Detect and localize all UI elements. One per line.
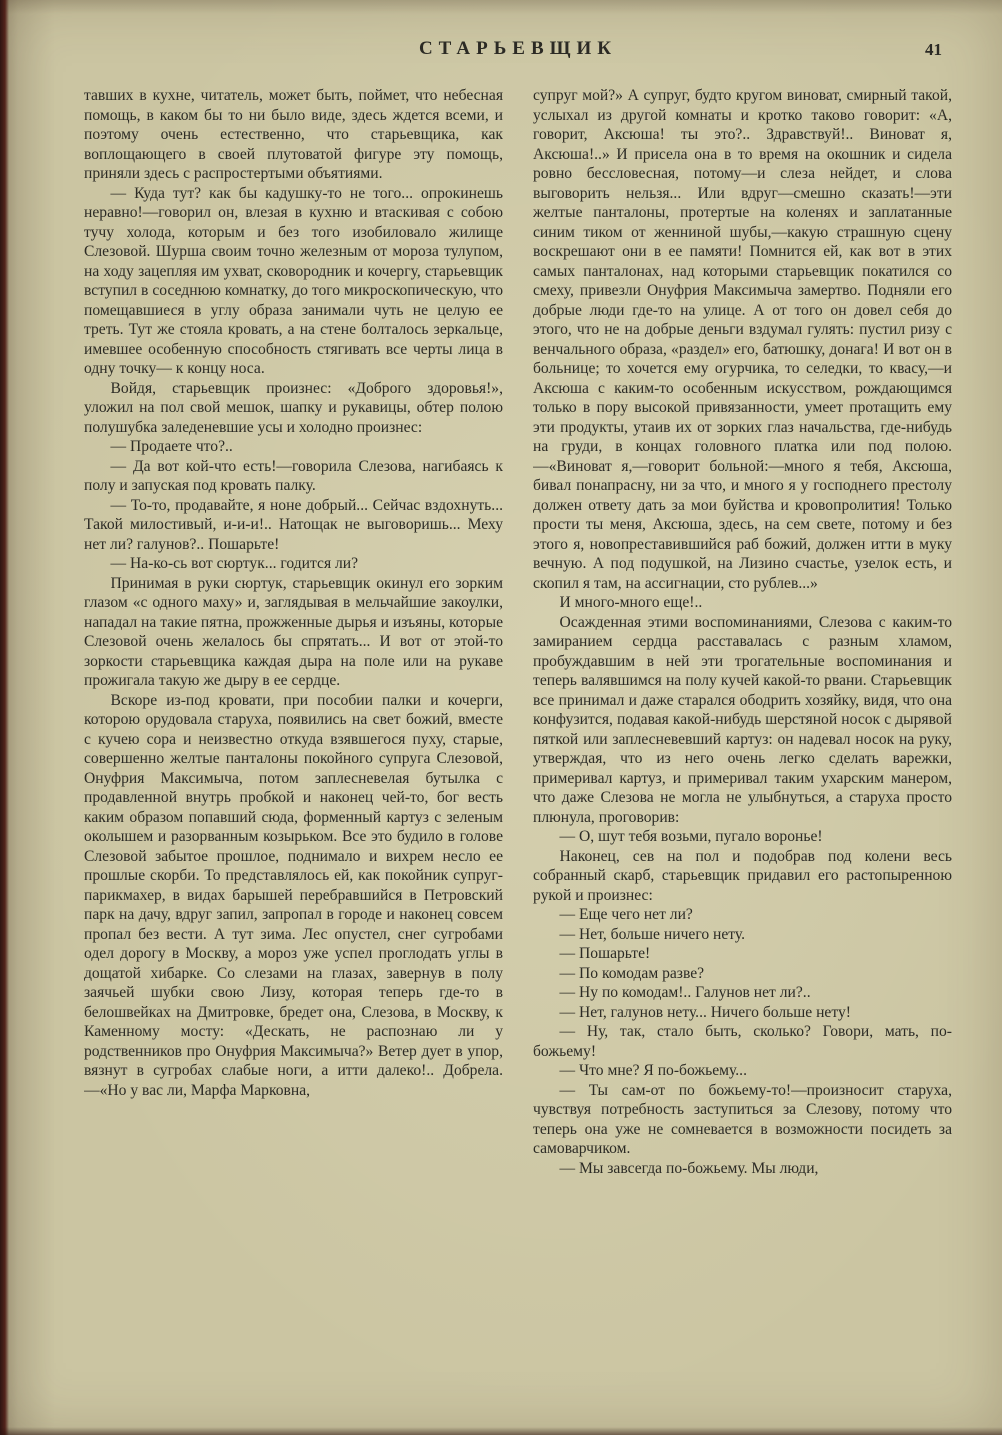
- paragraph: — О, шут тебя возьми, пугало воронье!: [559, 828, 823, 845]
- paragraph: — Ну, так, стало быть, сколько? Говори, мать, по-божьему!: [533, 1023, 952, 1060]
- text-column-left: [84, 86, 503, 1385]
- paragraph: — Да вот кой-что есть!—говорила Слезова, нагибаясь к полу и запуская под кровать палку.: [84, 457, 503, 494]
- paragraph: Наконец, сев на пол и подобрав под колени весь собранный скарб, старьевщик придавил его растопыренною рукой и произнес:: [533, 847, 952, 904]
- paragraph: — Ну по комодам!.. Галунов нет ли?..: [559, 984, 811, 1001]
- paragraph: тавших в кухне, читатель, может быть, поймет, что небесная помощь, в каком бы то ни было виде, здесь ждется всеми, и поэтому очень естественно, что старьевщика, как воплощающего в своей плутоватой фигуре эту помощь, приняли здесь с распростертыми объятиями.: [84, 87, 503, 182]
- paragraph: Вскоре из-под кровати, при пособии палки и кочерги, которою орудовала старуха, появились на свет божий, вместе с кучею сора и неизвестно откуда взявшегося пуху, старые, совершенно желтые панталоны покойного супруга Слезовой, Онуфрия Максимыча, потом заплесневелая бутылка с продавленной внутрь пробкой и наконец чей-то, бог весть каким образом попавший сюда, форменный картуз с зеленым околышем и разорванным козырьком. Все это будило в голове Слезовой забытое прошлое, поднимало и вихрем несло ее прошлые скорби. То представлялось ей, как покойник супруг-парикмахер, в видах барышей перебравшийся в Петровский парк на дачу, вдруг запил, запропал в городе и наконец совсем пропал без вести. А тут зима. Лес опустел, снег сугробами одел дорогу в Москву, а мороз уже успел проглодать углы в дощатой хибарке. Со слезами на глазах, завернув в полу заячьей шубки свою Лизу, которая теперь где-то в белошвейках на Дмитровке, бредет она, Слезова, в Москву, к Каменному мосту: «Дескать, не распознаю ли у родственников про Онуфрия Максимыча?» Ветер дует в упор, вязнут в сугробах слабые ноги, а итти далеко!.. Добрела.—«Но у вас ли, Марфа Марковна,: [84, 691, 503, 1099]
- paragraph: — По комодам разве?: [559, 964, 705, 982]
- paragraph: — На-ко-сь вот сюртук... годится ли?: [110, 555, 359, 572]
- paragraph: — То-то, продавайте, я ноне добрый... Сейчас вздохнуть... Такой милостивый, и-и-и!.. Натощак не выговоришь... Меху нет ли? галунов?.. Пошарьте!: [84, 496, 503, 553]
- paragraph: Войдя, старьевщик произнес: «Доброго здоровья!», уложил на пол свой мешок, шапку и рукавицы, обтер полою полушубка заледеневшие усы и холодно произнес:: [84, 379, 503, 436]
- paragraph: — Пошарьте!: [559, 945, 651, 962]
- paragraph: — Куда тут? как бы кадушку-то не того... опрокинешь неравно!—говорил он, влезая в кухню и втаскивая с собою тучу холода, которым и без того изобиловало жилище Слезовой. Шурша своим точно железным от мороза тулупом, на ходу зацепляя им ухват, сковородник и кочергу, старьевщик вступил в соседнюю комнатку, до того микроскопическую, что помещавшиеся в углу образа занимали чуть не целую ее треть. Тут же стояла кровать, а на стене болталось зеркальце, имевшее особенную способность стягивать все черты лица в одну точку— к концу носа.: [84, 184, 503, 377]
- paragraph: — Что мне? Я по-божьему...: [559, 1062, 747, 1079]
- paragraph: — Мы завсегда по-божьему. Мы люди,: [559, 1159, 819, 1177]
- paragraph: — Продаете что?..: [110, 438, 233, 455]
- paragraph: супруг мой?» А супруг, будто кругом виноват, смирный такой, услыхал из другой комнаты и кротко таково говорит: «А, говорит, Аксюша! ты это?.. Здравствуй!.. Виноват я, Аксюша!..» И присела она в то время на окошник и сидела ровно бессловесная, потому—и слеза нейдет, и слова выговорить нельзя... Или вдруг—смешно сказать!—эти желтые панталоны, протертые на коленях и заплатанные синим тиком от женниной шубы,—какую страшную сцену воскрешают они в ее памяти! Помнится ей, как вот в этих самых панталонах, над которыми старьевщик покатился со смеху, привезли Онуфрия Максимыча замертво. Подняли его добрые люди где-то на улице. А от того он довел себя до этого, что не на добрые деньги вздумал гулять: пустил ризу с венчального образа, «раздел» его, батюшку, донага! И вот он в больнице; то хочется ему огурчика, то селедки, то квасу,—и Аксюша с каким-то особенным искусством, рождающимся только в пору высокой привязанности, умеет протащить ему эти продукты, утаив их от зорких глаз начальства, где-нибудь на груди, в концах головного платка или под полою.—«Виноват я,—говорит больной:—много я тебя, Аксюша, бивал понапрасну, ни за что, и много я у господнего престолу должен ответу дать за мои буйства и кровопролития! Только прости ты меня, Аксюша, здесь, на сем свете, потому и без этого я, новопреставившийся раб божий, должен итти в муку вечную. А под подушкой, на Лизино счастье, узелок есть, и скопил я там, на ассигнации, сто рублев...»: [533, 87, 952, 592]
- paragraph: — Еще чего нет ли?: [559, 906, 693, 923]
- page-bottom-edge-shadow: [0, 1427, 1002, 1435]
- paragraph: И много-много еще!..: [559, 594, 703, 611]
- paragraph: — Нет, больше ничего нету.: [559, 925, 746, 943]
- running-title: СТАРЬЕВЩИК: [418, 38, 618, 59]
- paragraph: Принимая в руки сюртук, старьевщик окинул его зорким глазом «с одного маху» и, заглядывая в мельчайшие закоулки, нападал на такие пятна, прожженные дырья и изъяны, которые Слезовой очень желалось бы спрятать... И вот от этой-то зоркости старьевщика каждая дыра на поле или на рукаве прожигала такую же дыру в ее сердце.: [84, 574, 503, 689]
- page-number: 41: [925, 40, 942, 59]
- page-header: [84, 38, 952, 66]
- text-column-right: [533, 86, 952, 1385]
- paragraph: Осажденная этими воспоминаниями, Слезова с каким-то замиранием сердца расставалась с разным хламом, пробуждавшим в ней эти трогательные воспоминания и теперь валявшимся на полу кучей какой-то рвани. Старьевщик все принимал и даже старался ободрить хозяйку, видя, что она конфузится, подавая какой-нибудь шерстяной носок с дырявой пяткой или заплесневевший картуз: он надевал носок на руку, утверждая, что из него очень легко сделать варежки, примеривал картуз, и примеривал таким ухарским манером, что даже Слезова не могла не улыбнуться, а старуха просто плюнула, проговорив:: [533, 613, 952, 826]
- paragraph: — Нет, галунов нету... Ничего больше нету!: [559, 1003, 851, 1021]
- text-columns: [84, 86, 952, 1385]
- paragraph: — Ты сам-от по божьему-то!—произносит старуха, чувствуя потребность заступиться за Слезову, потому что теперь она уже не сомневается в возможности посидеть за самоварчиком.: [533, 1081, 952, 1157]
- page-left-edge-shadow: [0, 0, 9, 1435]
